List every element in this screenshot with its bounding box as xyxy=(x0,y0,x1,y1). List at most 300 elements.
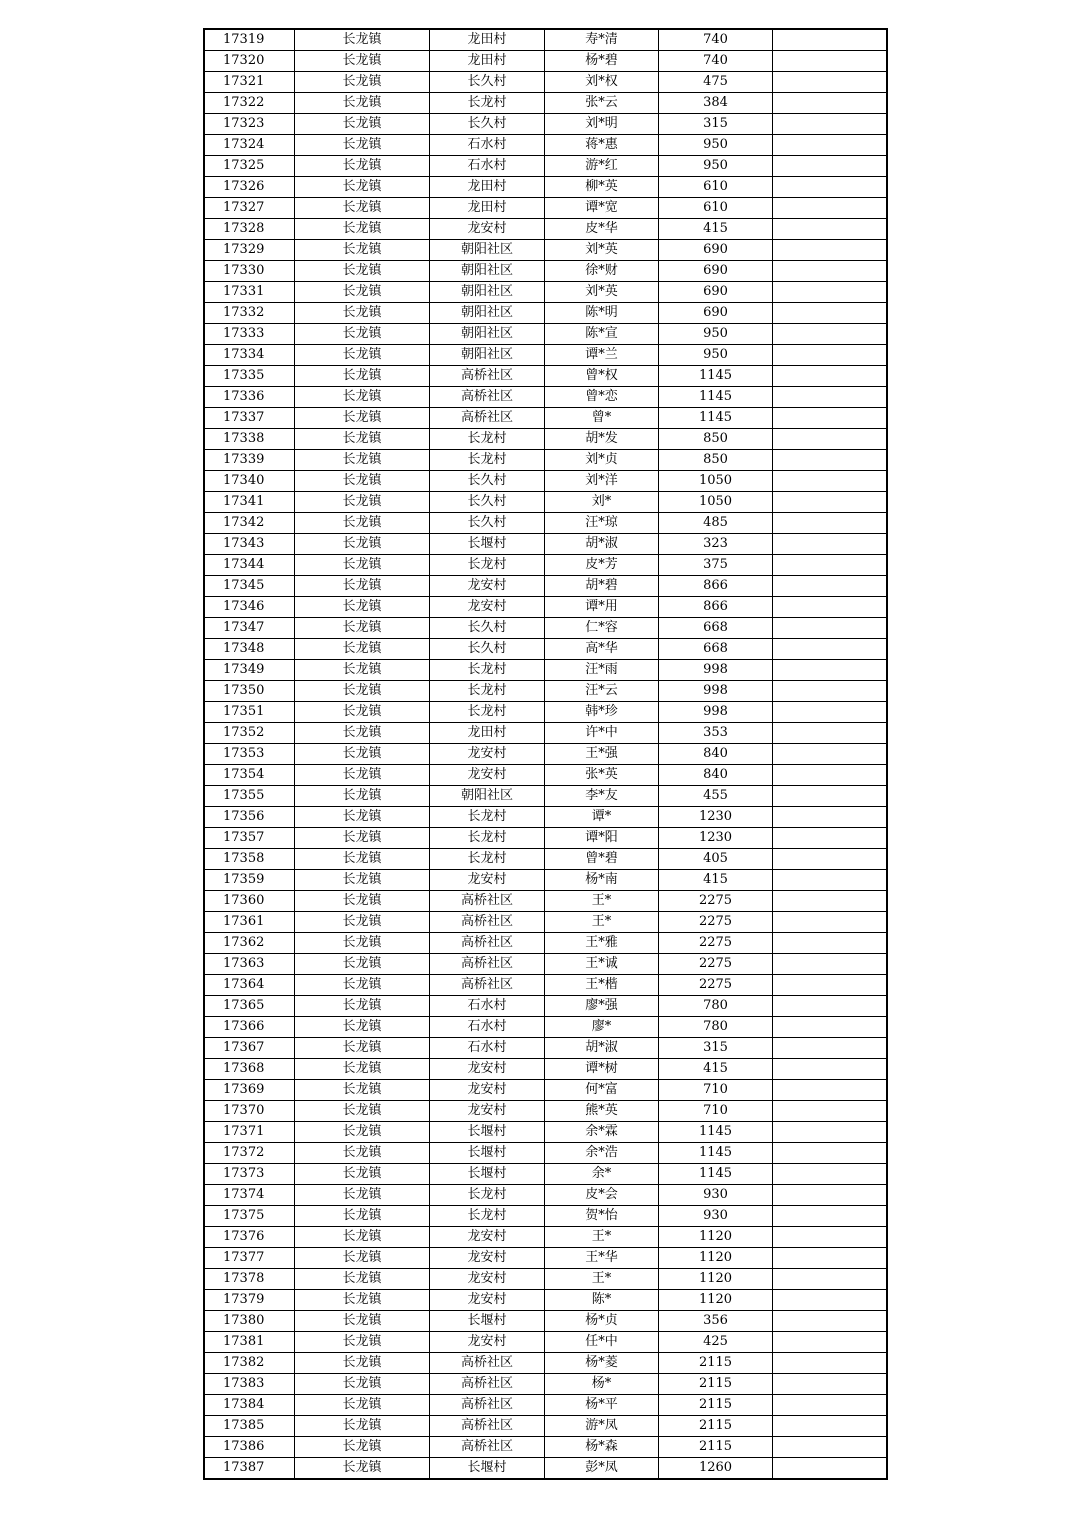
town-cell: 长龙镇 xyxy=(295,597,430,618)
village-cell: 龙田村 xyxy=(430,723,545,744)
village-cell: 长久村 xyxy=(430,618,545,639)
amount-cell: 950 xyxy=(659,135,773,156)
village-cell: 高桥社区 xyxy=(430,975,545,996)
town-cell: 长龙镇 xyxy=(295,93,430,114)
village-cell: 高桥社区 xyxy=(430,891,545,912)
town-cell: 长龙镇 xyxy=(295,513,430,534)
row-id-cell: 17320 xyxy=(204,51,295,72)
town-cell: 长龙镇 xyxy=(295,303,430,324)
village-cell: 龙安村 xyxy=(430,597,545,618)
village-cell: 朝阳社区 xyxy=(430,240,545,261)
table-row xyxy=(204,723,887,744)
village-cell: 朝阳社区 xyxy=(430,324,545,345)
name-cell: 胡*淑 xyxy=(545,1038,659,1059)
table-row xyxy=(204,240,887,261)
town-cell: 长龙镇 xyxy=(295,954,430,975)
village-cell: 石水村 xyxy=(430,1017,545,1038)
town-cell: 长龙镇 xyxy=(295,1248,430,1269)
table-body xyxy=(204,29,887,1479)
amount-cell: 475 xyxy=(659,72,773,93)
amount-cell: 610 xyxy=(659,177,773,198)
row-id-cell: 17364 xyxy=(204,975,295,996)
village-cell: 龙安村 xyxy=(430,1290,545,1311)
town-cell: 长龙镇 xyxy=(295,891,430,912)
amount-cell: 1230 xyxy=(659,807,773,828)
amount-cell: 1145 xyxy=(659,1164,773,1185)
note-cell xyxy=(773,933,888,954)
town-cell: 长龙镇 xyxy=(295,744,430,765)
row-id-cell: 17378 xyxy=(204,1269,295,1290)
table-row xyxy=(204,1353,887,1374)
amount-cell: 1145 xyxy=(659,1122,773,1143)
note-cell xyxy=(773,240,888,261)
amount-cell: 384 xyxy=(659,93,773,114)
note-cell xyxy=(773,345,888,366)
note-cell xyxy=(773,597,888,618)
note-cell xyxy=(773,555,888,576)
note-cell xyxy=(773,702,888,723)
village-cell: 长堰村 xyxy=(430,1164,545,1185)
amount-cell: 690 xyxy=(659,261,773,282)
row-id-cell: 17346 xyxy=(204,597,295,618)
note-cell xyxy=(773,1122,888,1143)
amount-cell: 415 xyxy=(659,1059,773,1080)
note-cell xyxy=(773,1101,888,1122)
note-cell xyxy=(773,366,888,387)
row-id-cell: 17356 xyxy=(204,807,295,828)
table-row xyxy=(204,1017,887,1038)
village-cell: 长堰村 xyxy=(430,534,545,555)
table-row xyxy=(204,765,887,786)
row-id-cell: 17363 xyxy=(204,954,295,975)
name-cell: 曾* xyxy=(545,408,659,429)
row-id-cell: 17366 xyxy=(204,1017,295,1038)
table-row xyxy=(204,177,887,198)
note-cell xyxy=(773,1353,888,1374)
table-row xyxy=(204,29,887,51)
note-cell xyxy=(773,1206,888,1227)
table-row xyxy=(204,828,887,849)
table-row xyxy=(204,1269,887,1290)
row-id-cell: 17338 xyxy=(204,429,295,450)
note-cell xyxy=(773,765,888,786)
row-id-cell: 17322 xyxy=(204,93,295,114)
name-cell: 谭*阳 xyxy=(545,828,659,849)
table-row xyxy=(204,408,887,429)
name-cell: 杨*贞 xyxy=(545,1311,659,1332)
note-cell xyxy=(773,1416,888,1437)
village-cell: 长龙村 xyxy=(430,660,545,681)
town-cell: 长龙镇 xyxy=(295,1332,430,1353)
amount-cell: 930 xyxy=(659,1206,773,1227)
amount-cell: 1120 xyxy=(659,1227,773,1248)
name-cell: 李*友 xyxy=(545,786,659,807)
note-cell xyxy=(773,1290,888,1311)
village-cell: 长龙村 xyxy=(430,849,545,870)
amount-cell: 1145 xyxy=(659,408,773,429)
table-row xyxy=(204,114,887,135)
amount-cell: 950 xyxy=(659,324,773,345)
row-id-cell: 17339 xyxy=(204,450,295,471)
town-cell: 长龙镇 xyxy=(295,1101,430,1122)
amount-cell: 2115 xyxy=(659,1437,773,1458)
table-row xyxy=(204,1164,887,1185)
table-row xyxy=(204,324,887,345)
row-id-cell: 17379 xyxy=(204,1290,295,1311)
amount-cell: 356 xyxy=(659,1311,773,1332)
table-row xyxy=(204,1227,887,1248)
amount-cell: 1260 xyxy=(659,1458,773,1480)
name-cell: 皮*芳 xyxy=(545,555,659,576)
row-id-cell: 17351 xyxy=(204,702,295,723)
village-cell: 高桥社区 xyxy=(430,912,545,933)
name-cell: 胡*发 xyxy=(545,429,659,450)
name-cell: 王* xyxy=(545,1269,659,1290)
town-cell: 长龙镇 xyxy=(295,1458,430,1480)
amount-cell: 668 xyxy=(659,618,773,639)
table-row xyxy=(204,975,887,996)
town-cell: 长龙镇 xyxy=(295,345,430,366)
note-cell xyxy=(773,1038,888,1059)
note-cell xyxy=(773,513,888,534)
row-id-cell: 17329 xyxy=(204,240,295,261)
note-cell xyxy=(773,618,888,639)
town-cell: 长龙镇 xyxy=(295,975,430,996)
note-cell xyxy=(773,681,888,702)
village-cell: 龙安村 xyxy=(430,1332,545,1353)
table-row xyxy=(204,555,887,576)
amount-cell: 840 xyxy=(659,744,773,765)
town-cell: 长龙镇 xyxy=(295,1374,430,1395)
table-row xyxy=(204,450,887,471)
town-cell: 长龙镇 xyxy=(295,51,430,72)
note-cell xyxy=(773,870,888,891)
table-row xyxy=(204,1101,887,1122)
row-id-cell: 17365 xyxy=(204,996,295,1017)
note-cell xyxy=(773,429,888,450)
row-id-cell: 17349 xyxy=(204,660,295,681)
amount-cell: 780 xyxy=(659,996,773,1017)
amount-cell: 710 xyxy=(659,1101,773,1122)
table-row xyxy=(204,870,887,891)
name-cell: 汪*云 xyxy=(545,681,659,702)
amount-cell: 315 xyxy=(659,1038,773,1059)
amount-cell: 2275 xyxy=(659,975,773,996)
village-cell: 龙安村 xyxy=(430,576,545,597)
amount-cell: 850 xyxy=(659,450,773,471)
note-cell xyxy=(773,471,888,492)
town-cell: 长龙镇 xyxy=(295,660,430,681)
town-cell: 长龙镇 xyxy=(295,135,430,156)
row-id-cell: 17333 xyxy=(204,324,295,345)
name-cell: 廖*强 xyxy=(545,996,659,1017)
table-row xyxy=(204,1122,887,1143)
town-cell: 长龙镇 xyxy=(295,576,430,597)
row-id-cell: 17352 xyxy=(204,723,295,744)
town-cell: 长龙镇 xyxy=(295,534,430,555)
amount-cell: 415 xyxy=(659,219,773,240)
row-id-cell: 17384 xyxy=(204,1395,295,1416)
amount-cell: 950 xyxy=(659,156,773,177)
name-cell: 游*凤 xyxy=(545,1416,659,1437)
name-cell: 刘*权 xyxy=(545,72,659,93)
amount-cell: 930 xyxy=(659,1185,773,1206)
village-cell: 高桥社区 xyxy=(430,1374,545,1395)
row-id-cell: 17371 xyxy=(204,1122,295,1143)
town-cell: 长龙镇 xyxy=(295,177,430,198)
village-cell: 长龙村 xyxy=(430,450,545,471)
row-id-cell: 17323 xyxy=(204,114,295,135)
amount-cell: 866 xyxy=(659,576,773,597)
name-cell: 曾*碧 xyxy=(545,849,659,870)
table-row xyxy=(204,1290,887,1311)
row-id-cell: 17383 xyxy=(204,1374,295,1395)
note-cell xyxy=(773,1458,888,1480)
row-id-cell: 17368 xyxy=(204,1059,295,1080)
name-cell: 王*华 xyxy=(545,1248,659,1269)
note-cell xyxy=(773,660,888,681)
name-cell: 柳*英 xyxy=(545,177,659,198)
row-id-cell: 17359 xyxy=(204,870,295,891)
amount-cell: 2275 xyxy=(659,954,773,975)
town-cell: 长龙镇 xyxy=(295,996,430,1017)
table-row xyxy=(204,1458,887,1480)
table-row xyxy=(204,933,887,954)
town-cell: 长龙镇 xyxy=(295,198,430,219)
name-cell: 刘*英 xyxy=(545,282,659,303)
note-cell xyxy=(773,1164,888,1185)
village-cell: 长久村 xyxy=(430,471,545,492)
name-cell: 余*霖 xyxy=(545,1122,659,1143)
row-id-cell: 17340 xyxy=(204,471,295,492)
village-cell: 长堰村 xyxy=(430,1458,545,1480)
table-row xyxy=(204,282,887,303)
row-id-cell: 17324 xyxy=(204,135,295,156)
name-cell: 杨*菱 xyxy=(545,1353,659,1374)
town-cell: 长龙镇 xyxy=(295,912,430,933)
town-cell: 长龙镇 xyxy=(295,450,430,471)
table-row xyxy=(204,618,887,639)
village-cell: 高桥社区 xyxy=(430,366,545,387)
name-cell: 徐*财 xyxy=(545,261,659,282)
table-row xyxy=(204,660,887,681)
table-row xyxy=(204,345,887,366)
note-cell xyxy=(773,1227,888,1248)
row-id-cell: 17385 xyxy=(204,1416,295,1437)
village-cell: 龙安村 xyxy=(430,219,545,240)
village-cell: 长龙村 xyxy=(430,681,545,702)
name-cell: 熊*英 xyxy=(545,1101,659,1122)
town-cell: 长龙镇 xyxy=(295,29,430,51)
town-cell: 长龙镇 xyxy=(295,807,430,828)
row-id-cell: 17375 xyxy=(204,1206,295,1227)
row-id-cell: 17369 xyxy=(204,1080,295,1101)
note-cell xyxy=(773,1017,888,1038)
table-row xyxy=(204,303,887,324)
note-cell xyxy=(773,324,888,345)
amount-cell: 315 xyxy=(659,114,773,135)
village-cell: 长久村 xyxy=(430,492,545,513)
row-id-cell: 17319 xyxy=(204,29,295,51)
name-cell: 何*富 xyxy=(545,1080,659,1101)
village-cell: 石水村 xyxy=(430,135,545,156)
village-cell: 龙安村 xyxy=(430,1269,545,1290)
note-cell xyxy=(773,744,888,765)
town-cell: 长龙镇 xyxy=(295,324,430,345)
village-cell: 长久村 xyxy=(430,72,545,93)
table-row xyxy=(204,1437,887,1458)
note-cell xyxy=(773,954,888,975)
name-cell: 高*华 xyxy=(545,639,659,660)
note-cell xyxy=(773,1332,888,1353)
row-id-cell: 17321 xyxy=(204,72,295,93)
amount-cell: 485 xyxy=(659,513,773,534)
town-cell: 长龙镇 xyxy=(295,1059,430,1080)
village-cell: 龙安村 xyxy=(430,1227,545,1248)
village-cell: 龙田村 xyxy=(430,51,545,72)
name-cell: 韩*珍 xyxy=(545,702,659,723)
village-cell: 高桥社区 xyxy=(430,408,545,429)
name-cell: 杨*森 xyxy=(545,1437,659,1458)
name-cell: 王*楷 xyxy=(545,975,659,996)
name-cell: 贺*怡 xyxy=(545,1206,659,1227)
table-row xyxy=(204,786,887,807)
village-cell: 朝阳社区 xyxy=(430,303,545,324)
table-row xyxy=(204,576,887,597)
row-id-cell: 17380 xyxy=(204,1311,295,1332)
amount-cell: 850 xyxy=(659,429,773,450)
amount-cell: 690 xyxy=(659,240,773,261)
name-cell: 皮*华 xyxy=(545,219,659,240)
name-cell: 谭*树 xyxy=(545,1059,659,1080)
town-cell: 长龙镇 xyxy=(295,261,430,282)
town-cell: 长龙镇 xyxy=(295,72,430,93)
table-row xyxy=(204,135,887,156)
note-cell xyxy=(773,912,888,933)
note-cell xyxy=(773,1059,888,1080)
name-cell: 杨* xyxy=(545,1374,659,1395)
amount-cell: 1145 xyxy=(659,366,773,387)
town-cell: 长龙镇 xyxy=(295,1122,430,1143)
town-cell: 长龙镇 xyxy=(295,1206,430,1227)
name-cell: 汪*琼 xyxy=(545,513,659,534)
note-cell xyxy=(773,1080,888,1101)
row-id-cell: 17330 xyxy=(204,261,295,282)
town-cell: 长龙镇 xyxy=(295,618,430,639)
table-row xyxy=(204,1143,887,1164)
name-cell: 彭*凤 xyxy=(545,1458,659,1480)
amount-cell: 1120 xyxy=(659,1290,773,1311)
name-cell: 杨*南 xyxy=(545,870,659,891)
town-cell: 长龙镇 xyxy=(295,723,430,744)
row-id-cell: 17342 xyxy=(204,513,295,534)
table-row xyxy=(204,891,887,912)
name-cell: 任*中 xyxy=(545,1332,659,1353)
row-id-cell: 17334 xyxy=(204,345,295,366)
name-cell: 王*诚 xyxy=(545,954,659,975)
amount-cell: 710 xyxy=(659,1080,773,1101)
village-cell: 石水村 xyxy=(430,1038,545,1059)
note-cell xyxy=(773,639,888,660)
town-cell: 长龙镇 xyxy=(295,240,430,261)
table-row xyxy=(204,1038,887,1059)
town-cell: 长龙镇 xyxy=(295,1311,430,1332)
note-cell xyxy=(773,1269,888,1290)
amount-cell: 455 xyxy=(659,786,773,807)
amount-cell: 2115 xyxy=(659,1353,773,1374)
name-cell: 陈*宣 xyxy=(545,324,659,345)
name-cell: 刘*洋 xyxy=(545,471,659,492)
table-row xyxy=(204,513,887,534)
note-cell xyxy=(773,156,888,177)
note-cell xyxy=(773,387,888,408)
village-cell: 高桥社区 xyxy=(430,954,545,975)
table-row xyxy=(204,639,887,660)
note-cell xyxy=(773,72,888,93)
village-cell: 石水村 xyxy=(430,996,545,1017)
table-row xyxy=(204,1332,887,1353)
village-cell: 龙田村 xyxy=(430,29,545,51)
data-table xyxy=(203,28,888,1480)
town-cell: 长龙镇 xyxy=(295,1017,430,1038)
row-id-cell: 17361 xyxy=(204,912,295,933)
village-cell: 龙安村 xyxy=(430,1101,545,1122)
village-cell: 龙安村 xyxy=(430,1248,545,1269)
village-cell: 石水村 xyxy=(430,156,545,177)
village-cell: 长龙村 xyxy=(430,1185,545,1206)
town-cell: 长龙镇 xyxy=(295,387,430,408)
name-cell: 谭*用 xyxy=(545,597,659,618)
table-row xyxy=(204,1206,887,1227)
name-cell: 王* xyxy=(545,891,659,912)
name-cell: 王*强 xyxy=(545,744,659,765)
note-cell xyxy=(773,93,888,114)
table-row xyxy=(204,219,887,240)
village-cell: 长久村 xyxy=(430,114,545,135)
village-cell: 长龙村 xyxy=(430,93,545,114)
village-cell: 高桥社区 xyxy=(430,1395,545,1416)
name-cell: 刘* xyxy=(545,492,659,513)
town-cell: 长龙镇 xyxy=(295,849,430,870)
row-id-cell: 17343 xyxy=(204,534,295,555)
town-cell: 长龙镇 xyxy=(295,1416,430,1437)
town-cell: 长龙镇 xyxy=(295,1080,430,1101)
name-cell: 张*云 xyxy=(545,93,659,114)
village-cell: 龙安村 xyxy=(430,744,545,765)
row-id-cell: 17386 xyxy=(204,1437,295,1458)
table-row xyxy=(204,1248,887,1269)
amount-cell: 1050 xyxy=(659,492,773,513)
village-cell: 朝阳社区 xyxy=(430,786,545,807)
table-row xyxy=(204,261,887,282)
row-id-cell: 17358 xyxy=(204,849,295,870)
row-id-cell: 17374 xyxy=(204,1185,295,1206)
row-id-cell: 17325 xyxy=(204,156,295,177)
row-id-cell: 17381 xyxy=(204,1332,295,1353)
amount-cell: 1230 xyxy=(659,828,773,849)
note-cell xyxy=(773,177,888,198)
table-row xyxy=(204,1059,887,1080)
town-cell: 长龙镇 xyxy=(295,1437,430,1458)
name-cell: 刘*明 xyxy=(545,114,659,135)
name-cell: 蒋*惠 xyxy=(545,135,659,156)
table-row xyxy=(204,1416,887,1437)
table-row xyxy=(204,72,887,93)
village-cell: 龙安村 xyxy=(430,1059,545,1080)
name-cell: 王* xyxy=(545,912,659,933)
note-cell xyxy=(773,723,888,744)
town-cell: 长龙镇 xyxy=(295,471,430,492)
